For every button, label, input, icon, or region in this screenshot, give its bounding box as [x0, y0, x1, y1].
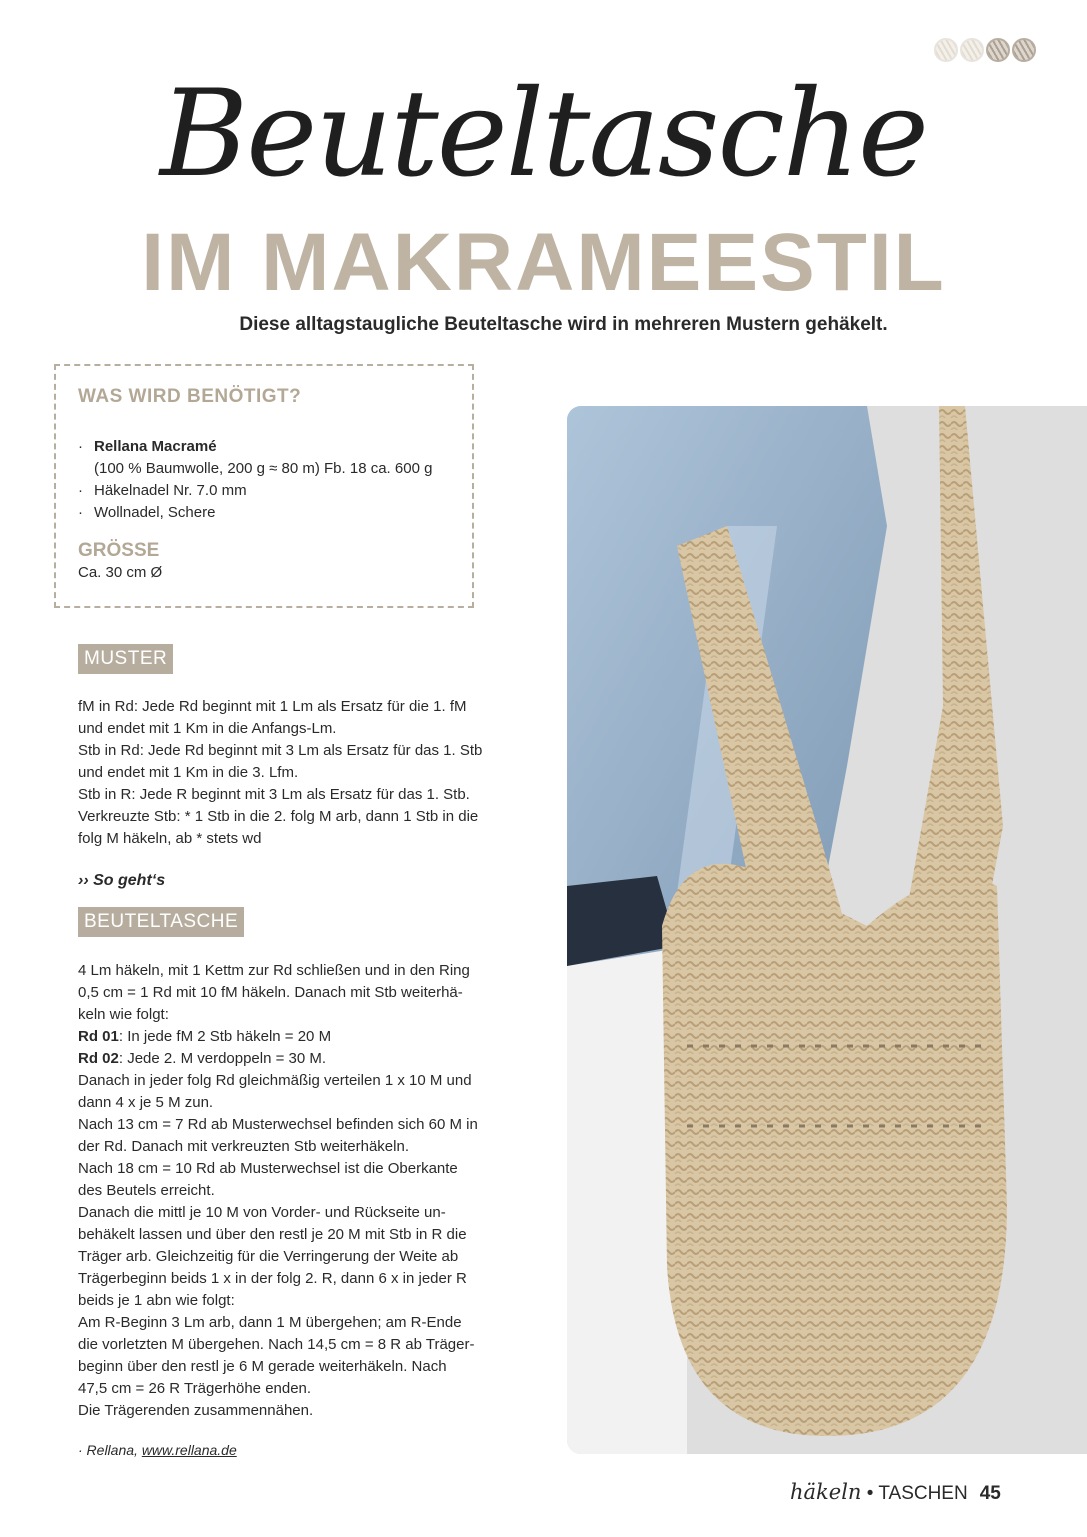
round-02: Rd 02: Jede 2. M verdoppeln = 30 M.	[78, 1050, 327, 1067]
round-01: Rd 01: In jede fM 2 Stb häkeln = 20 M	[78, 1028, 332, 1045]
page-subtitle: Diese alltagstaugliche Beuteltasche wird in mehreren Mustern gehäkelt.	[239, 314, 888, 335]
yarn-ball-icon	[960, 38, 984, 62]
text-line: 47,5 cm = 26 R Trägerhöhe enden.	[78, 1380, 312, 1397]
list-item: · Häkelnadel Nr. 7.0 mm	[78, 480, 450, 502]
instructions-text	[78, 960, 528, 1422]
text-line: Am R-Beginn 3 Lm arb, dann 1 M übergehen; am R-Ende	[78, 1314, 462, 1331]
text-line: Nach 18 cm = 10 Rd ab Musterwechsel ist die Oberkante	[78, 1160, 458, 1177]
text-line: und endet mit 1 Km in die 3. Lfm.	[78, 764, 299, 781]
list-item: · Rellana Macramé	[78, 436, 450, 458]
page-title-script: Beuteltasche	[160, 65, 927, 204]
text-line: 0,5 cm = 1 Rd mit 10 fM häkeln. Danach mit Stb weiterhä-	[78, 984, 463, 1001]
difficulty-indicator	[934, 38, 1036, 62]
text-line: beginn über den restl je 6 M gerade weiterhäkeln. Nach	[78, 1358, 447, 1375]
so-gehts-heading: ›› So geht‘s	[78, 872, 166, 889]
text-line: folg M häkeln, ab * stets wd	[78, 830, 262, 847]
text-line: und endet mit 1 Km in die Anfangs-Lm.	[78, 720, 337, 737]
text-line: beids je 1 abn wie folgt:	[78, 1292, 235, 1309]
text-line: Träger arb. Gleichzeitig für die Verringerung der Weite ab	[78, 1248, 459, 1265]
size-value: Ca. 30 cm Ø	[78, 564, 163, 581]
text-line: Danach die mittl je 10 M von Vorder- und Rückseite un-	[78, 1204, 446, 1221]
text-line: Verkreuzte Stb: * 1 Stb in die 2. folg M arb, dann 1 Stb in die	[78, 808, 479, 825]
text-line: des Beutels erreicht.	[78, 1182, 215, 1199]
materials-heading: WAS WIRD BENÖTIGT?	[78, 386, 302, 407]
yarn-ball-icon	[934, 38, 958, 62]
text-line: Danach in jeder folg Rd gleichmäßig verteilen 1 x 10 M und	[78, 1072, 472, 1089]
text-line: keln wie folgt:	[78, 1006, 169, 1023]
magazine-section: TASCHEN	[878, 1483, 968, 1504]
magazine-brand: häkeln	[790, 1480, 862, 1504]
yarn-ball-icon	[986, 38, 1010, 62]
text-line: 4 Lm häkeln, mit 1 Kettm zur Rd schließen und in den Ring	[78, 962, 470, 979]
muster-text	[78, 696, 528, 850]
text-line: die vorletzten M übergehen. Nach 14,5 cm = 8 R ab Träger-	[78, 1336, 475, 1353]
text-line: dann 4 x je 5 M zun.	[78, 1094, 214, 1111]
text-line: fM in Rd: Jede Rd beginnt mit 1 Lm als Ersatz für die 1. fM	[78, 698, 467, 715]
page-title-caps: IM MAKRAMEESTIL	[141, 217, 946, 308]
materials-box	[54, 364, 474, 608]
page-footer: häkeln • TASCHEN 45	[790, 1480, 1001, 1504]
beuteltasche-label: BEUTELTASCHE	[78, 907, 244, 937]
text-line: behäkelt lassen und über den restl je 20 M mit Stb in R die	[78, 1226, 467, 1243]
bag-photo	[567, 406, 1087, 1454]
text-line: Trägerbeginn beids 1 x in der folg 2. R, dann 6 x in jeder R	[78, 1270, 467, 1287]
rellana-link[interactable]: www.rellana.de	[141, 1442, 237, 1458]
text-line: Stb in Rd: Jede Rd beginnt mit 3 Lm als Ersatz für das 1. Stb	[78, 742, 483, 759]
text-line: Stb in R: Jede R beginnt mit 3 Lm als Ersatz für das 1. Stb.	[78, 786, 470, 803]
text-line: der Rd. Danach mit verkreuzten Stb weiterhäkeln.	[78, 1138, 409, 1155]
list-item: (100 % Baumwolle, 200 g ≈ 80 m) Fb. 18 ca. 600 g	[94, 460, 433, 477]
photo-illustration	[567, 406, 1087, 1454]
list-item: · Wollnadel, Schere	[78, 502, 450, 524]
text-line: Die Trägerenden zusammennähen.	[78, 1402, 314, 1419]
yarn-ball-icon	[1012, 38, 1036, 62]
credit-line: · Rellana, www.rellana.de	[78, 1442, 237, 1458]
muster-label: MUSTER	[78, 644, 173, 674]
size-heading: GRÖSSE	[78, 540, 160, 561]
text-line: Nach 13 cm = 7 Rd ab Musterwechsel befinden sich 60 M in	[78, 1116, 478, 1133]
materials-list	[78, 436, 450, 524]
page-number: 45	[979, 1483, 1001, 1504]
